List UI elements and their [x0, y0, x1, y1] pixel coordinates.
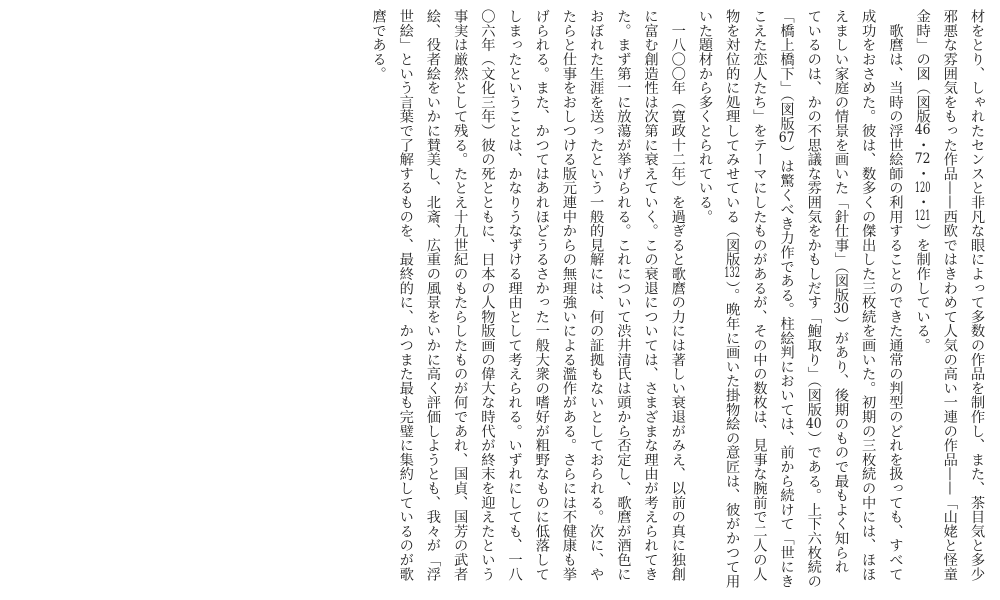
text-line: 一八〇〇年（寛政十二年）を過ぎると歌麿の力には著しい衰退がみえ、以前の真に独創 — [669, 9, 686, 581]
text-line: 麿である。 — [370, 9, 387, 81]
paragraph — [908, 9, 990, 599]
text-line: 邪悪な雰囲気をもった作品——西欧ではきわめて人気の高い一連の作品——「山姥と怪童 — [941, 9, 958, 581]
text-line: 世絵」という言葉で了解するものを、最終的に、かつまた最も完璧に集約しているのが歌 — [397, 9, 414, 581]
text-line: 事実は厳然として残る。たとえ十九世紀のもたらしたものが何であれ、国貞、国芳の武者 — [452, 9, 469, 581]
text-line: ているのは、かの不思議な雰囲気をかもしだす「鮑取り」（図版40）である。上下六枚続の — [805, 9, 822, 589]
text-line: いた題材から多くとられている。 — [696, 9, 713, 224]
text-line: しまったということは、かなりうなずける理由として考えられる。いずれにしても、一八 — [506, 9, 523, 581]
text-line: 「橋上橋下」（図版67）は驚くべき力作である。柱絵判においては、前から続けて「世にき — [778, 9, 795, 589]
figure-number: 120 — [914, 180, 931, 195]
text-line: 歌麿は、当時の浮世絵師の利用することのできた通常の判型のどれを扱っても、すべて — [887, 9, 904, 581]
text-line: に富む創造性は次第に衰えていく。この衰退については、さまざまな理由が考えられてき — [642, 9, 659, 581]
text-line: た。まず第一に放蕩が挙げられる。これについて渋井清氏は頭から否定し、歌麿が酒色に — [615, 9, 632, 581]
figure-number: 72 — [914, 152, 931, 167]
paragraph — [364, 9, 690, 599]
paragraph — [691, 9, 909, 599]
text-line: 〇六年（文化三年）彼の死とともに、日本の人物版画の偉大な時代が終末を迎えたという — [479, 9, 496, 581]
text-line: えましい家庭の情景を画いた「針仕事」（図版30）があり、後期のもので最もよく知られ — [832, 9, 849, 574]
figure-number: 30 — [833, 302, 849, 317]
text-line: たらと仕事をおしつける版元連中からの無理強いによる濫作がある。さらには不健康も挙 — [560, 9, 577, 581]
text-line: 材をとり、しゃれたセンスと非凡な眼によって多数の作品を制作し、また、茶目気と多少 — [969, 9, 985, 581]
text-body — [362, 9, 990, 599]
text-line: 物を対位的に処理してみせている（図版132）。晩年に画いた掛物絵の意匠は、彼がかつて用 — [724, 9, 741, 589]
text-line: 絵、役者絵をいかに賛美し、北斎、広重の風景をいかに高く評価しようとも、我々が「浮 — [424, 9, 441, 581]
text-line: 金時」の図（図版46・72・120・121）を制作している。 — [914, 9, 931, 353]
text-line: 成功をおさめた。彼は、数多くの傑出した三枚続を画いた。初期の三枚続の中には、ほほ — [860, 9, 877, 581]
text-line: おぼれた生涯を送ったという一般的見解には、何の証拠もないとしておられる。次に、や — [588, 9, 605, 581]
figure-number: 46 — [914, 123, 931, 138]
figure-number: 67 — [778, 130, 795, 145]
figure-number: 132 — [724, 266, 741, 281]
text-line: こえた恋人たち」をテーマにしたものがあるが、その中の数枚は、見事な腕前で二人の人 — [751, 9, 768, 581]
text-line: げられる。また、かつてはあれほどうるさかった一般大衆の嗜好が粗野なものに低落して — [533, 9, 550, 581]
figure-number: 40 — [805, 416, 822, 431]
figure-number: 121 — [914, 209, 931, 224]
